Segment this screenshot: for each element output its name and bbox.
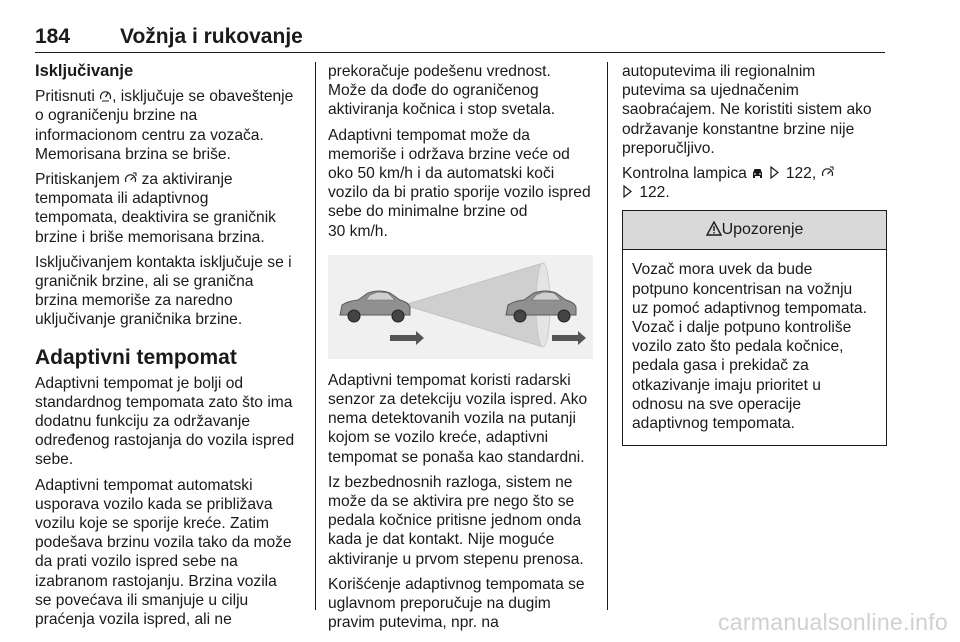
paragraph: Adaptivni tempomat može da memoriše i održava brzine veće od oko 50 km/h i da automatski koči vozilo da bi pratio sporije vozilo ispred sebe do minimalne brzine od 30 km/h. <box>328 126 591 240</box>
radar-figure-svg <box>328 255 593 359</box>
paragraph: Adaptivni tempomat je bolji od standardnog tempomata zato što ima dodatnu funkciju za održavanje određenog rastojanja do vozila ispred sebe. <box>35 374 295 469</box>
watermark: carmanualsonline.info <box>717 609 948 635</box>
paragraph: Iz bezbednosnih razloga, sistem ne može da se aktivira pre nego što se pedala kočnice pritisne jednom onda kada je dat kontakt. Nije moguće aktiviranje u prvom stepenu prenosa. <box>328 473 584 568</box>
car-front-icon <box>751 166 764 179</box>
cruise-control-icon <box>124 172 137 185</box>
control-lamp-reference: Kontrolna lampica 122, 122. <box>622 164 887 202</box>
column-divider <box>607 62 608 610</box>
column-left <box>35 62 300 635</box>
page-number: 184 <box>35 25 71 48</box>
paragraph: Pritisnuti , isključuje se obaveštenje o ograničenju brzine na informacionom centru za vozača. Memorisana brzina se briše. <box>35 88 294 163</box>
paragraph: autoputevima ili regionalnim putevima sa ujednačenim saobraćajem. Ne koristiti sistem ako održavanje konstantne brzine nije preporučljivo. <box>622 63 872 157</box>
page-ref-icon[interactable] <box>769 166 782 179</box>
paragraph: Pritiskanjem za aktiviranje tempomata ili adaptivnog tempomata, deaktivira se graničnik brzine i briše memorisana brzina. <box>35 171 276 246</box>
page-header <box>35 20 885 53</box>
column-middle <box>328 62 593 638</box>
cruise-control-icon <box>821 166 834 179</box>
paragraph: Korišćenje adaptivnog tempomata se uglavnom preporučuje na dugim pravim putevima, npr. na <box>328 575 585 632</box>
column-right <box>622 62 887 446</box>
speed-limiter-icon <box>99 89 112 102</box>
paragraph: Adaptivni tempomat koristi radarski senzor za detekciju vozila ispred. Ako nema detektovanih vozila na putanji kojom se vozilo kreće, adaptivni tempomat se ponaša kao standardni. <box>328 371 588 466</box>
section-title: Adaptivni tempomat <box>35 345 237 369</box>
warning-text: Vozač mora uvek da bude potpuno koncentrisan na vožnju uz pomoć adaptivnog tempomata. Vozač i dalje potpuno kontroliše vozilo zato što pedala kočnice, pedala gasa i prekidač za otkazivanje imaju prioritet u odnosu na sve operacije adaptivnog tempomata. <box>632 261 867 433</box>
chapter-title: Vožnja i rukovanje <box>120 25 303 48</box>
warning-title: Upozorenje <box>623 211 886 250</box>
paragraph: Adaptivni tempomat automatski usporava vozilo kada se približava vozilu koje se sporije kreće. Zatim podešava brzinu vozila tako da može da prati vozilo ispred sebe na izabranom rastojanju. Brzina vozila se povećava ili smanjuje u cilju praćenja vozila ispred, ali ne <box>35 476 292 629</box>
direction-arrow-right <box>552 331 586 345</box>
warning-box <box>622 210 887 446</box>
direction-arrow-left <box>390 331 424 345</box>
page-ref-icon[interactable] <box>622 185 635 198</box>
rear-car-icon <box>340 291 410 322</box>
column-divider <box>315 62 316 610</box>
subheading-iskljucivanje: Isključivanje <box>35 62 134 80</box>
radar-illustration <box>328 255 593 359</box>
warning-triangle-icon <box>706 221 722 236</box>
paragraph: prekoračuje podešenu vrednost. Može da dođe do ograničenog aktiviranja kočnica i stop svetala. <box>328 63 556 119</box>
paragraph: Isključivanjem kontakta isključuje se i graničnik brzine, ali se granična brzina memoriše za naredno uključivanje graničnika brzine. <box>35 253 292 329</box>
